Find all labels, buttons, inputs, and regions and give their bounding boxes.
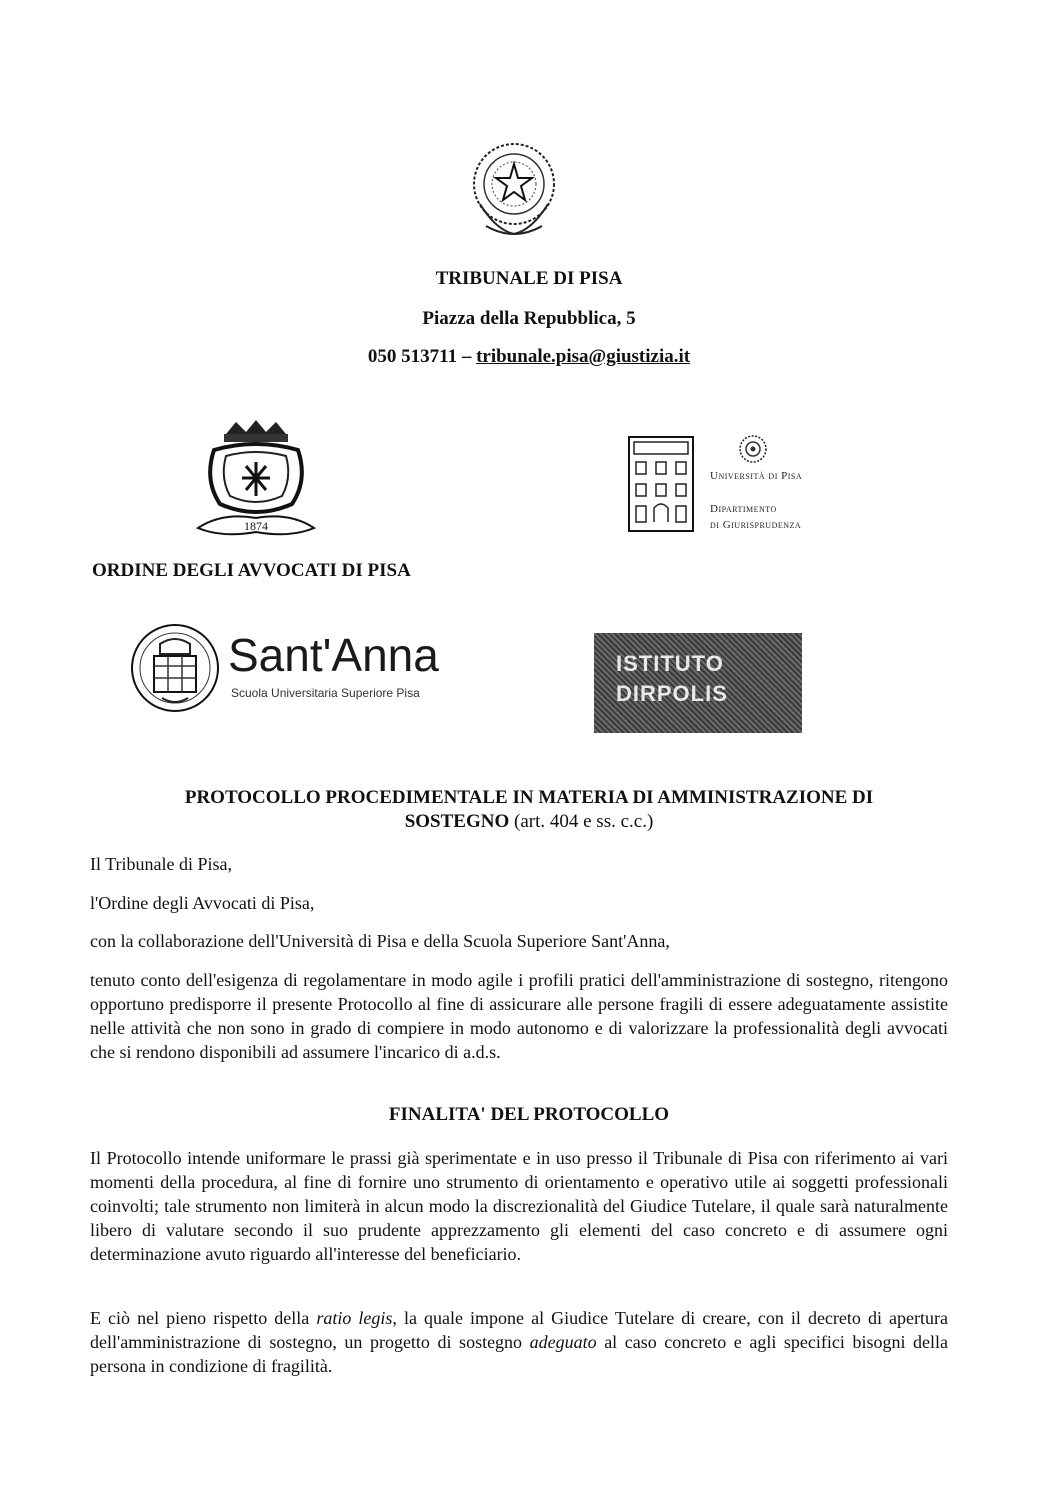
santanna-seal-icon [130,622,220,714]
unipi-seal-icon [738,434,768,464]
p6-italic-ratio-legis: ratio legis [316,1308,393,1328]
unipi-department-line2: di Giurisprudenza [710,519,802,531]
paragraph-ratio-legis [90,1306,948,1378]
p6-italic-adeguato: adeguato [529,1332,597,1352]
document-title [90,786,968,834]
title-reference: (art. 404 e ss. c.c.) [509,811,654,832]
ordine-label: ORDINE DEGLI AVVOCATI DI PISA [92,560,411,581]
paragraph-ordine: l'Ordine degli Avvocati di Pisa, [90,893,315,913]
paragraph-premessa: tenuto conto dell'esigenza di regolamentare in modo agile i profili pratici dell'amministrazione di sostegno, ritengono opportuno predisporre il presente Protocollo al fine di assicurare alle persone fragili di essere adeguatamente assistite nelle attività che non sono in grado di compiere in modo autonomo e di valorizzare la professionalità degli avvocati che si rendono disponibili ad assumere l'incarico di a.d.s. [90,970,948,1062]
santanna-subtitle: Scuola Universitaria Superiore Pisa [231,686,420,700]
paragraph-finalita: Il Protocollo intende uniformare le prassi già sperimentate e in uso presso il Tribunale di Pisa con riferimento ai vari momenti della procedura, al fine di fornire uno strumento di orientamento e operativo utile ai soggetti professionali coinvolti; tale strumento non limiterà in alcun modo la discrezionalità del Giudice Tutelare, il quale sarà naturalmente libero di valutare secondo il suo prudente apprezzamento gli elementi del caso concreto e di assumere ogni determinazione avuto riguardo all'interesse del beneficiario. [90,1148,948,1264]
unipi-building-logo [628,436,694,532]
p6-text-a: E ciò nel pieno rispetto della [90,1308,317,1328]
section-title-finalita: FINALITA' DEL PROTOCOLLO [388,1104,670,1125]
dirpolis-line2: DIRPOLIS [616,681,728,706]
dirpolis-logo [594,633,802,733]
contact-separator: – [457,346,477,367]
title-line1: PROTOCOLLO PROCEDIMENTALE IN MATERIA DI AMMINISTRAZIONE DI [184,787,874,808]
unipi-name: Università di Pisa [710,470,803,482]
santanna-wordmark: Sant'Anna [228,629,439,681]
court-address: Piazza della Repubblica, 5 [422,308,636,329]
p6-text-c: al caso concreto e agli specifici bisogni della persona in condizione di fragilità. [90,1332,948,1376]
title-bold2: SOSTEGNO [404,811,510,832]
ordine-year: 1874 [244,519,268,533]
paragraph-collaborazione: con la collaborazione dell'Università di Pisa e della Scuola Superiore Sant'Anna, [90,931,670,951]
court-name: TRIBUNALE DI PISA [435,268,623,289]
paragraph-tribunale: Il Tribunale di Pisa, [90,854,233,874]
court-phone: 050 513711 [367,346,458,367]
court-contact [0,346,1058,368]
unipi-department-line1: Dipartimento [710,503,777,515]
italian-republic-emblem [466,134,562,244]
court-email-link[interactable]: tribunale.pisa@giustizia.it [476,346,691,367]
p6-text-b: , la quale impone al Giudice Tutelare di creare, con il decreto di apertura dell'amministrazione di sostegno, un progetto di sostegno [90,1308,948,1352]
ordine-coat-of-arms [192,420,320,540]
dirpolis-line1: ISTITUTO [616,651,724,676]
